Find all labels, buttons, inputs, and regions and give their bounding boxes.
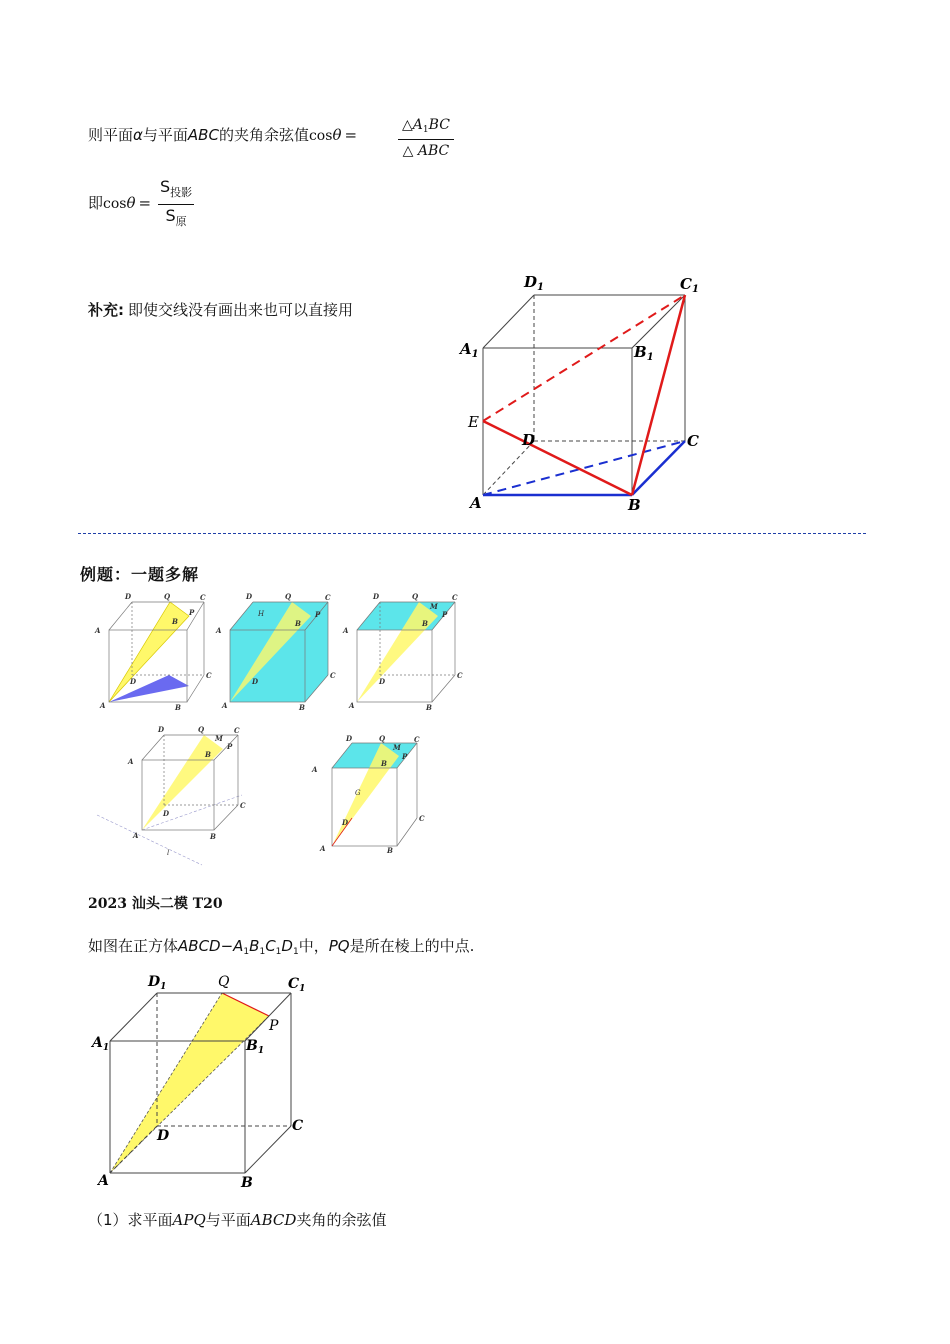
svg-text:C: C: [330, 671, 336, 680]
svg-text:C: C: [414, 735, 420, 744]
section-divider: [78, 533, 866, 534]
svg-text:C: C: [457, 671, 463, 680]
svg-text:C: C: [419, 814, 425, 823]
svg-text:M: M: [430, 602, 438, 611]
thumb-3: [342, 592, 463, 712]
text: 是所在棱上的中点.: [349, 937, 475, 955]
vertex: B: [249, 937, 260, 955]
svg-text:D: D: [346, 734, 353, 743]
problem-source: 2023 汕头二模 T20: [88, 896, 223, 912]
svg-text:C: C: [240, 801, 246, 810]
svg-text:A: A: [312, 765, 318, 774]
svg-text:B: B: [295, 619, 301, 628]
svg-text:Q: Q: [379, 734, 386, 743]
eq: =: [138, 194, 152, 212]
vertex: D: [281, 937, 293, 955]
formula-line-2: [88, 193, 154, 214]
diag-ac: [483, 441, 685, 495]
fraction-2: [158, 176, 194, 233]
s-symbol: S: [165, 206, 176, 225]
vertex: C: [265, 937, 276, 955]
formula-line-1: [88, 125, 360, 146]
svg-text:l: l: [167, 849, 170, 857]
label-a: A: [98, 1173, 109, 1189]
label-b1: $B_1$: [634, 343, 654, 363]
seg-aq: [110, 993, 222, 1173]
svg-text:B: B: [299, 703, 305, 712]
svg-text:D: D: [252, 677, 259, 686]
cos-fn: cos: [308, 128, 333, 144]
example-title: 例题：一题多解: [80, 565, 200, 584]
svg-text:P: P: [315, 610, 321, 619]
svg-text:A: A: [343, 626, 349, 635]
text: 则平面: [88, 126, 134, 144]
triangle-symbol: △: [402, 117, 413, 133]
fraction-1: [398, 116, 454, 160]
seg-bc1: [632, 295, 685, 495]
svg-text:P: P: [442, 610, 448, 619]
question-number: （1）求平面: [88, 1211, 173, 1229]
label-a: A: [470, 494, 482, 512]
supplement-note: [88, 300, 353, 320]
label-d1: $D_1$: [148, 974, 167, 992]
svg-text:B: B: [387, 846, 393, 855]
label-e: E: [468, 413, 479, 431]
svg-text:D: D: [163, 809, 170, 818]
svg-text:D: D: [130, 677, 137, 686]
thumb-2: [215, 592, 336, 712]
svg-text:Q: Q: [198, 725, 205, 734]
supplement-label: 补充: [88, 301, 119, 319]
edge: [245, 1126, 291, 1173]
svg-text:D: D: [379, 677, 386, 686]
svg-text:B: B: [175, 703, 181, 712]
solution-thumbnails: [92, 590, 472, 870]
label-d: D: [522, 431, 536, 449]
label-b: B: [241, 1175, 253, 1191]
theta: θ: [126, 194, 136, 212]
label-b1: $B_1$: [246, 1038, 265, 1056]
cube-diagram-1: [450, 265, 710, 520]
problem-statement: [88, 936, 474, 962]
label-a1: $A_1$: [92, 1035, 110, 1053]
fraction-numerator: [158, 176, 194, 205]
plane-abc: ABC: [187, 126, 219, 144]
supplement-text: 即使交线没有画出来也可以直接用: [128, 301, 354, 319]
svg-text:A: A: [95, 626, 101, 635]
label-d1: $D_1$: [524, 273, 544, 293]
thumb-4: [97, 725, 246, 865]
svg-text:A: A: [133, 831, 139, 840]
label-q: Q: [218, 974, 230, 990]
svg-text:P: P: [402, 752, 408, 761]
text: 的夹角余弦值: [218, 126, 309, 144]
fraction-numerator: [398, 116, 454, 140]
vertex-a: A: [412, 117, 423, 133]
svg-text:B: B: [172, 617, 178, 626]
seg-eb: [483, 421, 632, 495]
label-c1: $C_1$: [288, 976, 306, 994]
subscript: 1: [292, 947, 299, 957]
text: 中，: [298, 937, 329, 955]
label-c1: $C_1$: [680, 275, 699, 295]
svg-text:B: B: [205, 750, 211, 759]
svg-text:D: D: [373, 592, 380, 601]
edge: [110, 993, 157, 1041]
thumb-5: [311, 734, 425, 855]
svg-text:C: C: [206, 671, 212, 680]
fraction-denominator: [158, 205, 194, 233]
svg-text:M: M: [215, 734, 223, 743]
plane-abcd: ABCD: [250, 1211, 297, 1229]
svg-text:B: B: [422, 619, 428, 628]
svg-text:A: A: [128, 757, 134, 766]
svg-text:P: P: [227, 742, 233, 751]
subscript: 1: [243, 947, 250, 957]
cube-name: ABCD−A: [178, 937, 244, 955]
label-c: C: [292, 1118, 304, 1134]
svg-text:D: D: [342, 818, 349, 827]
svg-text:D: D: [158, 725, 165, 734]
hidden-edge: [483, 441, 534, 495]
colon: :: [118, 301, 125, 319]
text: 与平面: [205, 1211, 251, 1229]
alpha-symbol: α: [133, 126, 143, 144]
text: 如图在正方体: [88, 937, 179, 955]
svg-text:M: M: [393, 743, 401, 752]
svg-text:A: A: [222, 701, 228, 710]
s-symbol: S: [160, 177, 171, 196]
svg-text:A: A: [100, 701, 106, 710]
label-p: P: [269, 1018, 279, 1034]
svg-text:C: C: [452, 593, 458, 602]
label-a1: $A_1$: [460, 340, 479, 360]
theta: θ: [332, 126, 342, 144]
svg-text:D: D: [125, 592, 132, 601]
svg-text:Q: Q: [285, 592, 292, 601]
cos-fn: cos: [103, 196, 127, 212]
svg-text:Q: Q: [412, 592, 419, 601]
text: 与平面: [142, 126, 188, 144]
label-b: B: [628, 496, 641, 514]
subscript: 原: [175, 215, 187, 228]
svg-text:A: A: [320, 844, 326, 853]
svg-text:P: P: [189, 608, 195, 617]
svg-text:G: G: [355, 789, 361, 797]
svg-text:A: A: [216, 626, 222, 635]
cube-diagram-2: [85, 968, 325, 1198]
thumb-1: [94, 592, 212, 712]
subscript: 1: [422, 125, 429, 135]
label-d: D: [157, 1128, 170, 1144]
segment-pq: PQ: [328, 937, 350, 955]
svg-text:C: C: [325, 593, 331, 602]
subscript: 1: [275, 947, 282, 957]
label-c: C: [687, 432, 699, 450]
svg-text:B: B: [381, 759, 387, 768]
svg-text:C: C: [200, 593, 206, 602]
svg-text:A: A: [349, 701, 355, 710]
plane-apq: APQ: [172, 1211, 206, 1229]
edge: [483, 295, 534, 348]
svg-text:H: H: [258, 610, 265, 618]
question-1: [88, 1210, 386, 1230]
svg-text:C: C: [234, 726, 240, 735]
vertices-bc: BC: [428, 117, 450, 133]
fraction-denominator: △ ABC: [402, 143, 450, 159]
text: 夹角的余弦值: [296, 1211, 387, 1229]
eq: =: [344, 126, 358, 144]
subscript: 投影: [170, 186, 193, 199]
svg-text:D: D: [246, 592, 253, 601]
subscript: 1: [259, 947, 266, 957]
svg-text:Q: Q: [164, 592, 171, 601]
seg-ec1: [483, 295, 685, 421]
text: 即: [88, 194, 104, 212]
svg-text:B: B: [210, 832, 216, 841]
svg-text:B: B: [426, 703, 432, 712]
